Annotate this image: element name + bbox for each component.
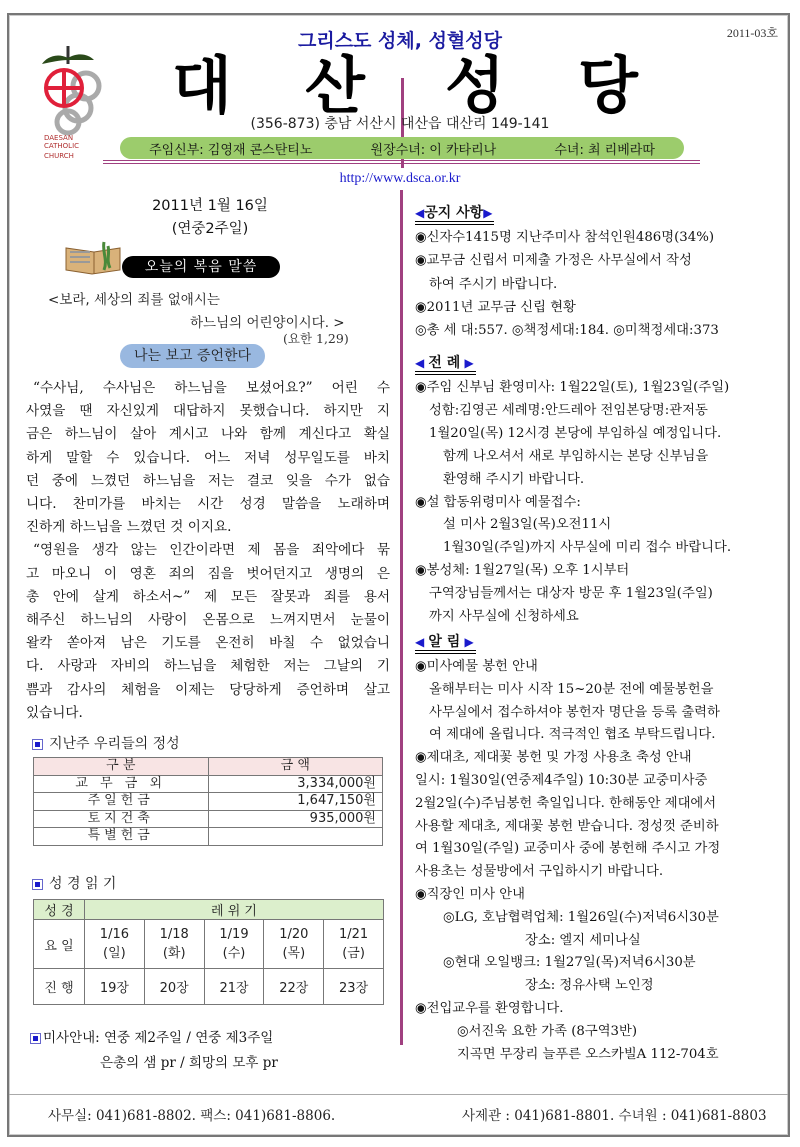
offering-category: 주일헌금 [34,793,209,811]
notice-list [415,226,790,342]
gospel-label: 오늘의 복음 말씀 [122,256,280,278]
reading-day-cell [144,920,204,969]
offering-category: 교 무 금 외 [34,775,209,793]
table-row [34,810,383,828]
list-item: ◉전입교우를 환영합니다. [415,1000,564,1016]
list-item: ◎총 세 대:557. ◎책정세대:184. ◎미책정세대:373 [415,323,719,339]
body-line: 니다. 찬미가를 바치는 시간 성경 말씀을 노래하며 [26,496,390,513]
list-item: ◎LG, 호남협력업체: 1월26일(수)저녁6시30분 [443,909,719,925]
body-line: 고 마오니 이 영혼 죄의 짐을 벗어던지고 생명의 은 [26,565,390,582]
reading-chapter: 23장 [324,969,384,1005]
notice-header [415,205,790,225]
news-header [415,634,790,654]
reading-date: 1/16 [99,927,129,942]
section-title: 공지 사항 [424,205,484,221]
footer-divider [9,1094,788,1095]
column-header: 레 위 기 [85,900,384,920]
table-row [34,775,383,793]
bible-book-icon [64,240,122,280]
pastor: 주임신부: 김영재 콘스탄티노 [149,142,313,158]
reading-weekday: (화) [162,946,186,961]
offering-title-text: 지난주 우리들의 정성 [49,736,180,752]
list-item: 장소: 정유사택 노인정 [525,978,654,994]
liturgical-sunday: (연중2주일) [171,221,249,237]
reading-weekday: (수) [222,946,246,961]
title-char: 당 [578,49,638,122]
list-item: 장소: 엘지 세미나실 [525,932,641,948]
body-line: 사였을 땐 자신있게 대답하지 못했습니다. 하지만 지 [26,403,390,420]
bible-reading-section-title [32,873,116,893]
offering-section-title [32,733,180,753]
list-item: ◉제대초, 제대꽃 봉헌 및 가정 사용초 축성 안내 [415,750,692,766]
logo-caption: CHURCH [44,152,74,160]
list-item: ◉봉성체: 1월27일(목) 오후 1시부터 [415,563,630,579]
bulletin-date: 2011년 1월 16일 [152,198,268,214]
reading-date: 1/20 [279,927,309,942]
list-item: 성함:김영곤 세례명:안드레아 전임본당명:관저동 [429,402,708,418]
body-line: 총 안에 살게 하소서~” 제 모든 잘못과 죄를 용서 [26,588,390,605]
mass-guide [30,1026,273,1046]
reading-day-cell [324,920,384,969]
grape-cross-logo-icon [38,42,108,152]
body-line: 다. 사랑과 자비의 하느님을 체험한 저는 그날의 기 [26,658,390,675]
bible-reading-table [33,899,384,1005]
section-header [415,205,494,225]
gospel-quote-line: <보라, 세상의 죄를 없애시는 [48,292,220,308]
mass-guide-line: 은총의 샘 pr / 희망의 모후 pr [100,1055,278,1071]
liturgy-list [415,377,790,629]
list-item: 1월20일(목) 12시경 본당에 부임하실 예정입니다. [429,425,722,441]
body-line: 금은 하느님이 살아 계시고 나와 함께 계신다고 확실 [26,426,390,443]
title-char: 성 [445,49,505,122]
website-link[interactable]: http://www.dsca.or.kr [339,171,461,186]
body-line: 던 중에 느꼈던 하느님을 저는 결코 잊을 수가 없습 [26,472,390,489]
list-item: 사무실에서 접수하셔야 봉헌자 명단을 등록 출력하 [429,704,720,720]
liturgy-header [415,355,790,375]
triangle-left-icon: ◀ [415,635,429,649]
triangle-right-icon: ▶ [483,206,493,220]
list-item: 일시: 1월30일(연중제4주일) 10:30분 교중미사중 [415,772,708,788]
body-line: 하게 말할 수 있습니다. 어느 저녁 성무일도를 바치 [26,449,390,466]
offering-amount: 935,000원 [208,810,383,828]
list-item: ◉설 합동위령미사 예물접수: [415,494,581,510]
svg-text:CATHOLIC: CATHOLIC [44,142,80,150]
title-char: 산 [305,49,365,122]
list-item: 사용할 제대초, 제대꽃 봉헌 받습니다. 정성껏 준비하 [415,818,719,834]
list-item: 여 1월30일(주일) 교중미사 중에 봉헌해 주시고 가정 [415,841,721,857]
list-item: 환영해 주시기 바랍니다. [443,471,585,487]
list-item: 설 미사 2월3일(목)오전11시 [443,517,612,533]
list-item: ◎현대 오일뱅크: 1월27일(목)저녁6시30분 [443,955,696,971]
list-item: ◉2011년 교무금 신립 현황 [415,299,576,315]
list-item: 하여 주시기 바랍니다. [429,276,558,292]
sister: 수녀: 최 리베라따 [554,142,655,158]
list-item: ◉주임 신부님 환영미사: 1월22일(토), 1월23일(주일) [415,380,730,395]
reading-date: 1/19 [219,927,249,942]
list-item: ◉직장인 미사 안내 [415,886,525,902]
rectory-contact: 사제관 : 041)681-8801. 수녀원 : 041)681-8803 [462,1108,767,1124]
reading-date: 1/21 [338,927,369,942]
staff-banner [120,137,684,159]
reading-chapter: 21장 [204,969,264,1005]
reading-weekday: (금) [342,946,365,961]
list-item: 구역장님들께서는 대상자 방문 후 1월23일(주일) [429,586,713,602]
list-item: ◉교무금 신립서 미제출 가정은 사무실에서 작성 [415,253,692,269]
offering-category: 토지건축 [34,810,209,828]
body-line: “영원을 생각 않는 인간이라면 제 몸을 죄악에다 묶 [33,542,390,559]
list-item: ◉신자수1415명 지난주미사 참석인원486명(34%) [415,230,715,245]
list-item: ◉미사예물 봉헌 안내 [415,659,538,674]
list-item: 2월2일(수)주님봉헌 축일입니다. 한해동안 제대에서 [415,795,717,811]
bible-reading-title-text: 성 경 읽 기 [49,876,117,892]
offering-amount: 1,647,150원 [208,793,383,811]
offering-amount: 3,334,000원 [208,775,383,793]
column-header: 성 경 [34,900,85,920]
table-row [34,920,384,969]
square-bullet-icon [32,879,43,890]
church-subtitle: 그리스도 성체, 성혈성당 [298,30,502,52]
reading-chapter: 19장 [85,969,145,1005]
reading-date: 1/18 [159,927,189,942]
reading-weekday: (목) [282,946,306,961]
reading-day-cell [264,920,324,969]
title-char: 대 [172,49,232,122]
table-row [34,828,383,846]
triangle-left-icon: ◀ [415,356,429,370]
body-line: 있습니다. [26,704,83,721]
news-list [415,656,790,1066]
reflection-body [26,377,390,725]
office-contact: 사무실: 041)681-8802. 팩스: 041)681-8806. [48,1108,336,1124]
column-header: 금 액 [208,758,383,776]
reading-day-cell [204,920,264,969]
triangle-left-icon: ◀ [415,206,425,220]
list-item: 1월30일(주일)까지 사무실에 미리 접수 바랍니다. [443,540,732,556]
list-item: ◎서진욱 요한 가족 (8구역3반) [457,1023,638,1039]
list-item: 까지 사무실에 신청하세요 [429,609,579,625]
table-row [34,793,383,811]
list-item: 함께 나오셔서 새로 부임하시는 본당 신부님을 [443,448,709,464]
triangle-right-icon: ▶ [460,356,474,370]
gospel-reference: (요한 1,29) [283,331,349,346]
list-item: 올해부터는 미사 시작 15~20분 전에 예물봉헌을 [429,681,714,697]
reading-weekday: (일) [103,946,126,961]
reading-chapter: 20장 [144,969,204,1005]
reading-chapter: 22장 [264,969,324,1005]
square-bullet-icon [30,1033,41,1044]
mass-guide-line: 미사안내: 연중 제2주일 / 연중 제3주일 [43,1030,274,1046]
church-logo [38,42,108,152]
offering-amount [208,828,383,846]
reading-day-cell [85,920,145,969]
square-bullet-icon [32,739,43,750]
list-item: 지곡면 무장리 늘푸른 오스카빌A 112-704호 [457,1046,719,1062]
table-row [34,969,384,1005]
header-divider [103,160,700,164]
row-label: 진 행 [34,969,85,1005]
body-line: 진하게 하느님을 느꼈던 것 이지요. [26,519,232,536]
column-header: 구 분 [34,758,209,776]
reflection-title: 나는 보고 증언한다 [120,344,265,368]
head-sister: 원장수녀: 이 카타리나 [370,142,497,158]
offering-category: 특별헌금 [34,828,209,846]
gospel-quote-line: 하느님의 어린양이시다. > [190,315,345,331]
church-address: (356-873) 충남 서산시 대산읍 대산리 149-141 [250,116,550,132]
section-header [415,634,476,654]
issue-number: 2011-03호 [726,26,778,40]
triangle-right-icon: ▶ [460,635,474,649]
list-item: 사용초는 성물방에서 구입하시기 바랍니다. [415,864,664,880]
list-item: 여 제대에 올립니다. 적극적인 협조 부탁드립니다. [429,727,716,743]
section-header [415,355,476,375]
body-line: 쁨과 감사의 체험을 이제는 당당하게 증언하며 살고 [26,681,390,698]
row-label: 요 일 [34,920,85,969]
body-line: 왈칵 쏟아져 남은 기도를 온전히 바칠 수 없었습니 [26,635,390,652]
body-line: “수사님, 수사님은 하느님을 보셨어요?” 어린 수 [33,380,390,396]
svg-text:DAESAN: DAESAN [44,134,74,142]
body-line: 해주신 하느님의 사랑이 온몸으로 느껴지면서 눈물이 [26,612,390,629]
column-divider [400,190,403,1045]
section-title: 알 림 [428,634,461,650]
offering-table [33,757,383,846]
section-title: 전 례 [428,355,461,371]
